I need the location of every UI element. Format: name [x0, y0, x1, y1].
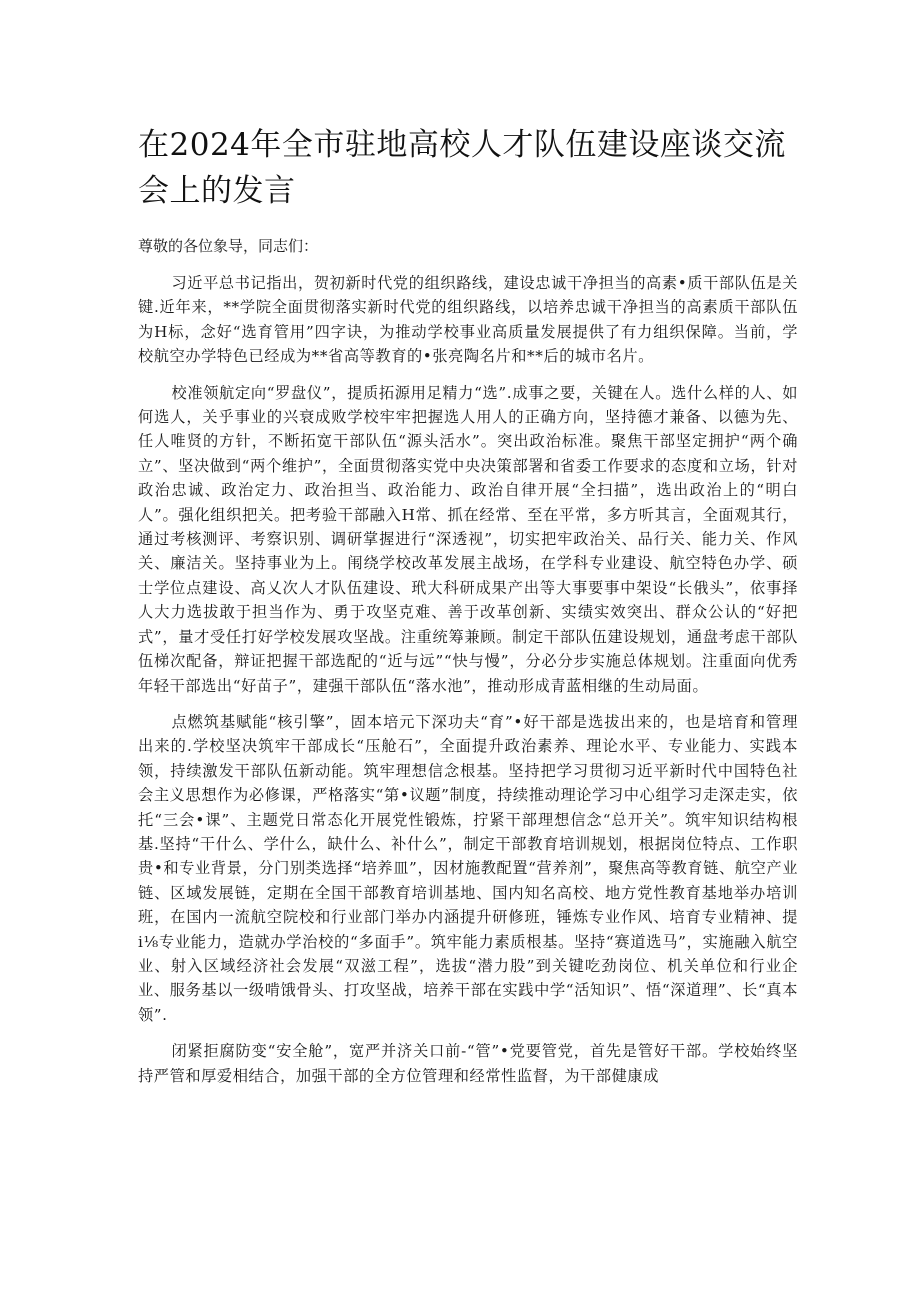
- salutation: 尊敬的各位象导，同志们：: [138, 237, 319, 255]
- document-page: [138, 122, 798, 1100]
- paragraph-selection: 校准领航定向“罗盘仪”，提质拓源用足精力“选”.成事之要，关键在人。选什么样的人、如何选人，关乎事业的兴衰成败学校牢牢把握选人用人的正确方向，坚持德才兼备、以德为先、任人唯贤的方针，不断拓宽干部队伍“源头活水”。突出政治标准。聚焦干部坚定拥护“两个确立”、坚决做到“两个维护”，全面贯彻落实党中央决策部署和省委工作要求的态度和立场，针对政治忠诚、政治定力、政治担当、政治能力、政治自律开展“全扫描”，选出政治上的“明白人”。强化组织把关。把考验干部融入H常、抓在经常、至在平常，多方听其言，全面观其行，通过考核测评、考察识别、调研掌握进行“深透视”，切实把牢政治关、品行关、能力关、作风关、廉洁关。坚持事业为上。闱绕学校改革发展主战场，在学科专业建设、航空特色办学、硕士学位点建设、高乂次人才队伍建设、玳大科研成果产出等大事要事中架设“长俄头”，依事择人大力选拔敢于担当作为、勇于攻坚克难、善于改革创新、实绩实效突出、群众公认的“好把式”，量才受任打好学校发展攻坚战。注重统筹兼顾。制定干部队伍建设规划，通盘考虑干部队伍梯次配备，辩证把握干部选配的“近与远”“快与慢”，分必分步实施总体规划。注重面向优秀年轻干部选出“好苗子”，建强干部队伍“落水池”，推动形成青蓝相继的生动局面。: [138, 383, 798, 695]
- document-title: 在2024年全市驻地高校人才队伍建设座谈交流会上的发言: [138, 127, 786, 209]
- paragraph-cultivation: 点燃筑基赋能“核引擎”，固本培元下深功夫“育”•好干部是选拔出来的，也是培育和管理出来的.学校坚决筑牢干部成长“压舱石”，全面提升政治素养、理论水平、专业能力、实践本领，持续激发干部队伍新动能。筑牢理想信念根基。坚持把学习贯彻习近平新时代中国特色社会主义思想作为必修课，严格落实“第•议题”制度，持续推动理论学习中心组学习走深走实，依托“三会•课”、主题党日常态化开展党性锻炼，拧紧干部理想信念“总开关”。筑牢知识结构根基.坚持“干什么、学什么，缺什么、补什么”，制定干部教育培训规划，根据岗位特点、工作职贵•和专业背景，分门别类选择“培养皿”，因材施教配置“营养剂”，聚焦高等教育链、航空产业链、区域发展链，定期在全国干部教育培训基地、国内知名高校、地方党性教育基地举办培训班，在国内一流航空院校和行业部门举办内涵提升研修班，锤炼专业作风、培育专业精神、提i⅛专业能力，造就办学治校的“多面手”。筑牢能力素质根基。坚持“赛道选马”，实施融入航空业、射入区域经济社会发展“双滋工程”，选拔“潜力股”到关键吃劲岗位、机关单位和行业企业、服务基以一级啃饿骨头、打攻坚战，培养干部在实践中学“活知识”、悟“深道理”、长“真本领”.: [138, 712, 798, 1024]
- paragraph-management: 闭紧拒腐防变“安全舱”，宽严并济关口前-“管”•党要管党，首先是管好干部。学校始终坚持严管和厚爱相结合，加强干部的全方位管理和经常性监督，为干部健康成: [138, 1042, 798, 1085]
- paragraph-intro: 习近平总书记指出，贺初新时代党的组织路线，建设忠诚干净担当的高素•质干部队伍是关键.近年来，**学院全面贯彻落实新时代党的组织路线，以培养忠诚干净担当的高素质干部队伍为H标，念好“选育管用”四字诀，为推动学校事业高质量发展提供了有力组织保障。当前，学校航空办学特色已经成为**省高等教育的•张亮陶名片和**后的城市名片。: [138, 274, 798, 366]
